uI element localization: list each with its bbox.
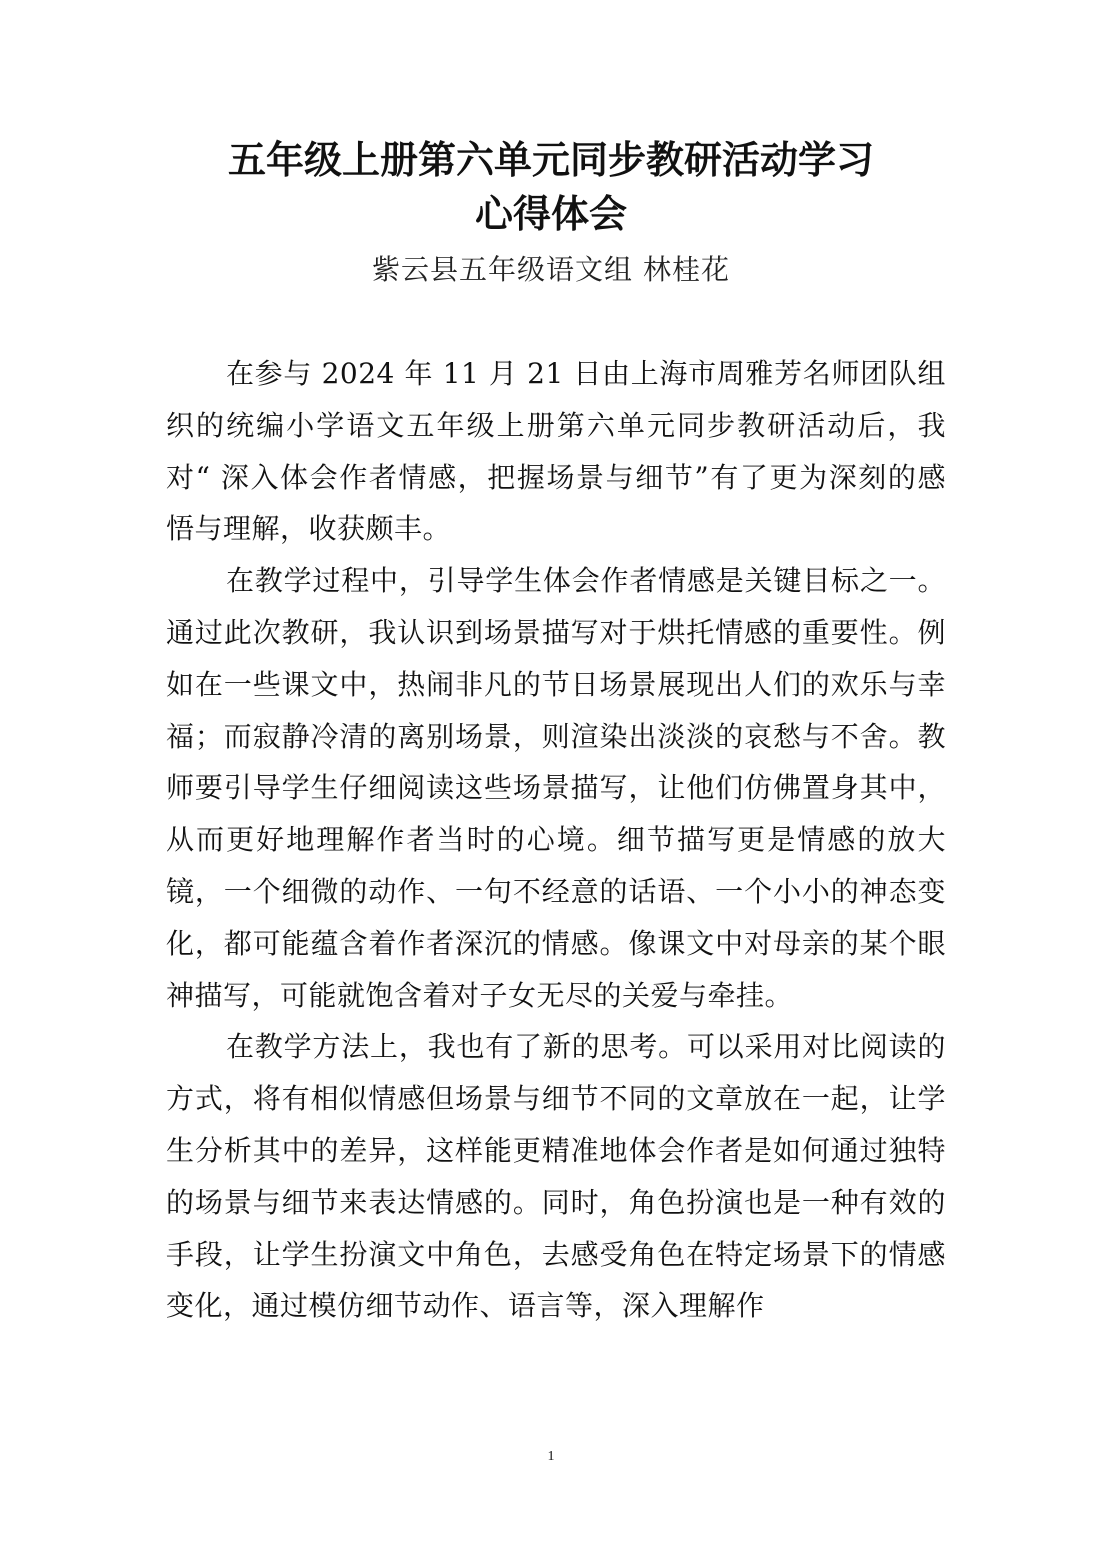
paragraph-2: 在教学过程中，引导学生体会作者情感是关键目标之一。通过此次教研，我认识到场景描写对于烘托情感的重要性。例如在一些课文中，热闹非凡的节日场景展现出人们的欢乐与幸福；而寂静冷清的离别场景，则渲染出淡淡的哀愁与不舍。教师要引导学生仔细阅读这些场景描写，让他们仿佛置身其中，从而更好地理解作者当时的心境。细节描写更是情感的放大镜，一个细微的动作、一句不经意的话语、一个小小的神态变化，都可能蕴含着作者深沉的情感。像课文中对母亲的某个眼神描写，可能就饱含着对子女无尽的关爱与牵挂。 (166, 564, 946, 1012)
page-number: 1 (547, 1449, 555, 1464)
document-body (166, 348, 946, 1332)
paragraph-3: 在教学方法上，我也有了新的思考。可以采用对比阅读的方式，将有相似情感但场景与细节不同的文章放在一起，让学生分析其中的差异，这样能更精准地体会作者是如何通过独特的场景与细节来表达情感的。同时，角色扮演也是一种有效的手段，让学生扮演文中角色，去感受角色在特定场景下的情感变化，通过模仿细节动作、语言等，深入理解作 (166, 1030, 946, 1323)
author-line: 紫云县五年级语文组 林桂花 (372, 253, 730, 286)
paragraph-1: 在参与 2024 年 11 月 21 日由上海市周雅芳名师团队组织的统编小学语文五年级上册第六单元同步教研活动后，我对“ 深入体会作者情感，把握场景与细节”有了更为深刻的感悟与理解，收获颇丰。 (166, 357, 946, 546)
document-title-line-1: 五年级上册第六单元同步教研活动学习 (227, 138, 874, 182)
document-title-line-2: 心得体会 (474, 192, 627, 236)
